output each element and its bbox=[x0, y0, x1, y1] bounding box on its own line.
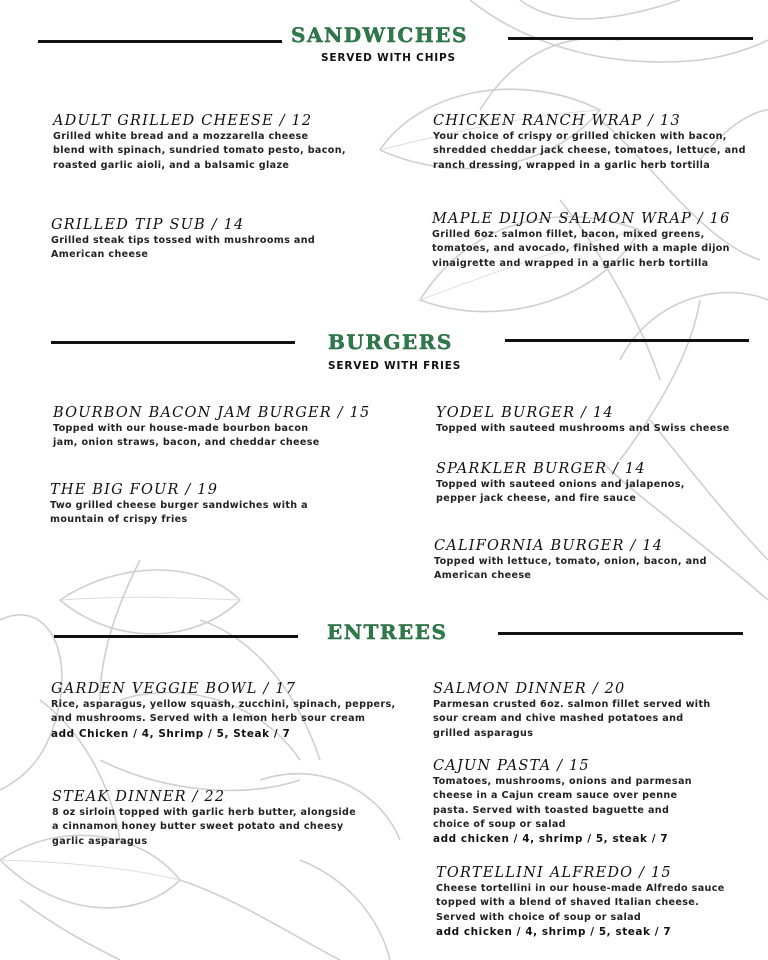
item-title: YODEL BURGER / 14 bbox=[436, 405, 614, 421]
burgers-heading: BURGERS bbox=[328, 330, 453, 354]
item-description: Cheese tortellini in our house-made Alfredo sauce topped with a blend of shaved Italian cheese. Served with choice of soup or salad bbox=[436, 883, 725, 923]
menu-item-maple-dijon-salmon-wrap bbox=[432, 210, 762, 271]
item-description: Parmesan crusted 6oz. salmon fillet served with sour cream and chive mashed potatoes and grilled asparagus bbox=[433, 699, 711, 739]
item-description: Grilled 6oz. salmon fillet, bacon, mixed greens, tomatoes, and avocado, finished with a maple dijon vinaigrette and wrapped in a garlic herb tortilla bbox=[432, 229, 730, 269]
item-title: MAPLE DIJON SALMON WRAP / 16 bbox=[432, 211, 731, 227]
item-description: Grilled steak tips tossed with mushrooms and American cheese bbox=[51, 235, 316, 261]
sandwiches-subtitle: SERVED WITH CHIPS bbox=[321, 52, 456, 64]
menu-item-tortellini-alfredo bbox=[436, 864, 756, 940]
item-add-ons: add chicken / 4, shrimp / 5, steak / 7 bbox=[436, 925, 672, 938]
menu-item-cajun-pasta bbox=[433, 757, 753, 847]
item-description: Topped with our house-made bourbon bacon jam, onion straws, bacon, and cheddar cheese bbox=[53, 423, 320, 449]
item-title: BOURBON BACON JAM BURGER / 15 bbox=[53, 405, 371, 421]
item-add-ons: add Chicken / 4, Shrimp / 5, Steak / 7 bbox=[51, 727, 291, 740]
item-title: CAJUN PASTA / 15 bbox=[433, 758, 590, 774]
menu-item-adult-grilled-cheese bbox=[53, 112, 413, 173]
menu-item-the-big-four bbox=[50, 481, 410, 528]
entrees-rule-right bbox=[498, 632, 743, 635]
sandwiches-rule-left bbox=[38, 40, 282, 43]
item-description: Topped with lettuce, tomato, onion, bacon, and American cheese bbox=[434, 556, 707, 582]
item-title: GRILLED TIP SUB / 14 bbox=[51, 217, 245, 233]
item-title: CHICKEN RANCH WRAP / 13 bbox=[433, 113, 681, 129]
menu-item-grilled-tip-sub bbox=[51, 216, 411, 263]
item-description: 8 oz sirloin topped with garlic herb butter, alongside a cinnamon honey butter sweet potato and cheesy garlic asparagus bbox=[52, 807, 357, 847]
item-title: TORTELLINI ALFREDO / 15 bbox=[436, 865, 672, 881]
menu-item-yodel-burger bbox=[436, 404, 756, 436]
item-description: Tomatoes, mushrooms, onions and parmesan cheese in a Cajun cream sauce over penne pasta. Served with toasted baguette and choice of soup or salad bbox=[433, 776, 692, 830]
burgers-rule-right bbox=[505, 339, 749, 342]
entrees-heading: ENTREES bbox=[327, 620, 448, 644]
item-title: SPARKLER BURGER / 14 bbox=[436, 461, 646, 477]
burgers-subtitle: SERVED WITH FRIES bbox=[328, 360, 462, 372]
menu-item-steak-dinner bbox=[52, 788, 422, 849]
menu-item-california-burger bbox=[434, 537, 754, 584]
sandwiches-heading: SANDWICHES bbox=[291, 23, 468, 47]
item-description: Two grilled cheese burger sandwiches with a mountain of crispy fries bbox=[50, 500, 308, 526]
menu-item-chicken-ranch-wrap bbox=[433, 112, 763, 173]
item-add-ons: add chicken / 4, shrimp / 5, steak / 7 bbox=[433, 833, 669, 846]
item-title: STEAK DINNER / 22 bbox=[52, 789, 226, 805]
sandwiches-rule-right bbox=[508, 37, 753, 40]
entrees-rule-left bbox=[54, 635, 298, 638]
item-title: CALIFORNIA BURGER / 14 bbox=[434, 538, 664, 554]
menu-item-salmon-dinner bbox=[433, 680, 753, 741]
item-title: THE BIG FOUR / 19 bbox=[50, 482, 219, 498]
item-description: Topped with sauteed mushrooms and Swiss cheese bbox=[436, 423, 730, 434]
burgers-rule-left bbox=[51, 341, 295, 344]
item-description: Rice, asparagus, yellow squash, zucchini, spinach, peppers, and mushrooms. Served with a lemon herb sour cream bbox=[51, 699, 396, 725]
menu-item-sparkler-burger bbox=[436, 460, 756, 507]
item-title: SALMON DINNER / 20 bbox=[433, 681, 626, 697]
item-description: Topped with sauteed onions and jalapenos, pepper jack cheese, and fire sauce bbox=[436, 479, 685, 505]
item-description: Grilled white bread and a mozzarella cheese blend with spinach, sundried tomato pesto, bacon, roasted garlic aioli, and a balsamic glaze bbox=[53, 131, 346, 171]
menu-item-bourbon-bacon-jam-burger bbox=[53, 404, 413, 451]
item-title: ADULT GRILLED CHEESE / 12 bbox=[53, 113, 313, 129]
menu-item-garden-veggie-bowl bbox=[51, 680, 421, 742]
item-title: GARDEN VEGGIE BOWL / 17 bbox=[51, 681, 297, 697]
item-description: Your choice of crispy or grilled chicken with bacon, shredded cheddar jack cheese, tomatoes, lettuce, and ranch dressing, wrapped in a garlic herb tortilla bbox=[433, 131, 746, 171]
